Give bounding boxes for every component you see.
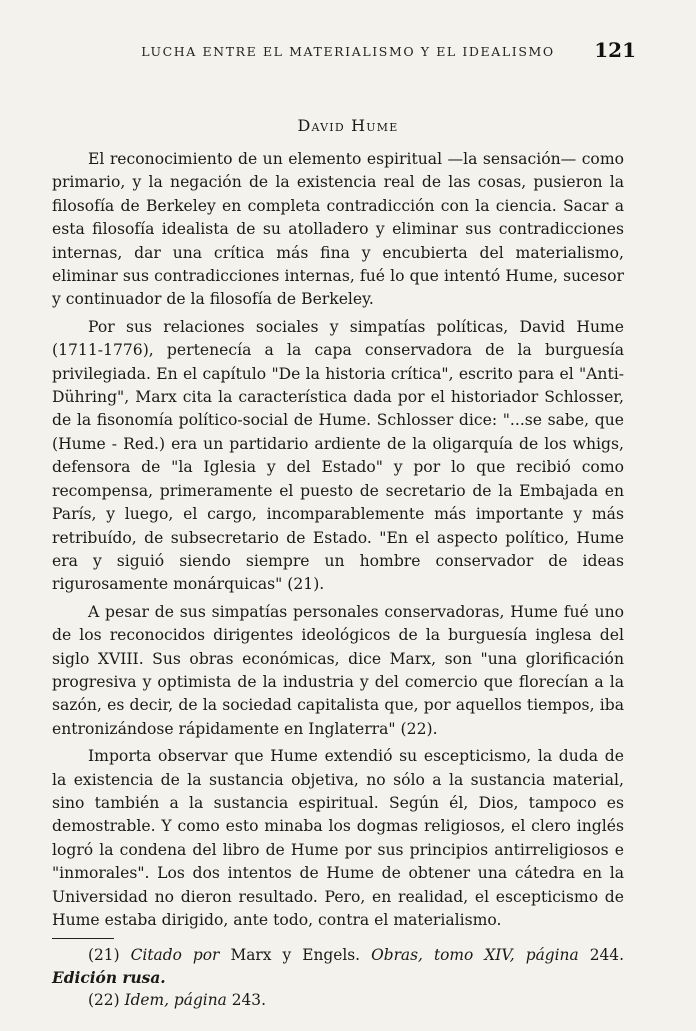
footnote-authors: Marx y Engels. [230,946,361,964]
paragraph: El reconocimiento de un elemento espiritual —la sensación— como primario, y la negación de la existencia real de las cosas, pusieron la filosofía de Berkeley en completa contradicción con la ciencia. Sacar a esta filosofía idealista de su atolladero y eliminar sus contradicciones internas, dar una crítica más fina y encubierta del materialismo, eliminar sus contradicciones internas, fué lo que intentó Hume, sucesor y continuador de la filosofía de Berkeley. [52,150,624,309]
section-title: David Hume [297,116,399,135]
footnote-edition: Edición rusa. [52,968,166,987]
footnote-cited: Citado por [130,946,220,964]
running-title: LUCHA ENTRE EL MATERIALISMO Y EL IDEALISMO [141,44,555,59]
footnote-number: (22) [88,991,120,1009]
footnote-page: 244. [589,946,624,964]
footnote-work: Obras, tomo XIV, página [371,946,579,964]
body-text [52,148,624,936]
footnote-rule [52,938,114,939]
footnotes [52,944,624,1012]
page-number: 121 [594,38,636,62]
footnote-page: 243. [231,991,266,1009]
footnote-ref: Idem, página [124,991,227,1009]
footnote-number: (21) [88,946,120,964]
paragraph: A pesar de sus simpatías personales conservadoras, Hume fué uno de los reconocidos dirigentes ideológicos de la burguesía inglesa del siglo XVIII. Sus obras económicas, dice Marx, son "una glorificación progresiva y optimista de la industria y del comercio que florecían a la sazón, es decir, de la sociedad capitalista que, por aquellos tiempos, iba entronizándose rápidamente en Inglaterra" (22). [52,602,624,738]
footnote-22 [52,989,624,1012]
footnote-21 [52,944,624,989]
running-head [60,38,636,64]
paragraph: Por sus relaciones sociales y simpatías políticas, David Hume (1711-1776), pertenecía a la capa conservadora de la burguesía privilegiada. En el capítulo "De la historia crítica", escrito para el "Anti-Dühring", Marx cita la característica dada por el historiador Schlosser, de la fisonomía político-social de Hume. Schlosser dice: "...se sabe, que (Hume - Red.) era un partidario ardiente de la oligarquía de los whigs, defensora de "la Iglesia y del Estado" y por lo que recibió como recompensa, primeramente el puesto de secretario de la Embajada en París, y luego, el cargo, incomparablemente más importante y más retribuído, de subsecretario de Estado. "En el aspecto político, Hume era y siguió siendo siempre un hombre conservador de ideas rigurosamente monárquicas" (21). [52,317,624,594]
paragraph: Importa observar que Hume extendió su escepticismo, la duda de la existencia de la sustancia objetiva, no sólo a la sustancia material, sino también a la sustancia espiritual. Según él, Dios, tampoco es demostrable. Y como esto minaba los dogmas religiosos, el clero inglés logró la condena del libro de Hume por sus principios antirreligiosos e "inmorales". Los dos intentos de Hume de obtener una cátedra en la Universidad no dieron resultado. Pero, en realidad, el escepticismo de Hume estaba dirigido, ante todo, contra el materialismo. [52,747,624,929]
